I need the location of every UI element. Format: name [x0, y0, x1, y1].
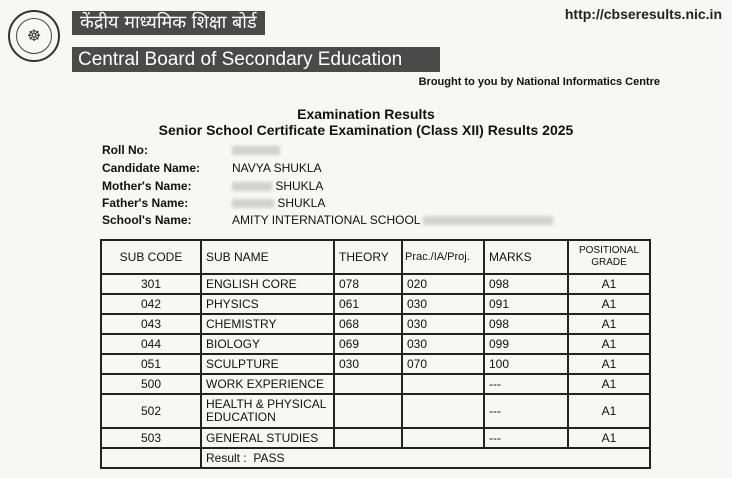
father-label: Father's Name:: [102, 196, 189, 210]
theory-marks: 068: [334, 314, 402, 334]
theory-marks: 069: [334, 334, 402, 354]
redacted-father: [232, 199, 274, 208]
sub-name: PHYSICS: [201, 294, 334, 314]
hindi-title: केंद्रीय माध्यमिक शिक्षा बोर्ड: [72, 11, 265, 35]
prac-marks: [402, 374, 484, 394]
sub-code: 043: [101, 314, 201, 334]
result-row: [101, 448, 650, 468]
header-sub-code: SUB CODE: [101, 240, 201, 274]
sub-name: CHEMISTRY: [201, 314, 334, 334]
sub-code: 301: [101, 274, 201, 294]
positional-grade: A1: [568, 294, 650, 314]
school-text: AMITY INTERNATIONAL SCHOOL: [232, 213, 421, 227]
table-row: [101, 354, 650, 374]
header-prac: Prac./IA/Proj.: [402, 240, 484, 274]
prac-marks: [402, 428, 484, 448]
total-marks: ---: [484, 374, 568, 394]
school-label: School's Name:: [102, 213, 192, 227]
header-marks: MARKS: [484, 240, 568, 274]
positional-grade: A1: [568, 354, 650, 374]
sub-code: 500: [101, 374, 201, 394]
positional-grade: A1: [568, 274, 650, 294]
positional-grade: A1: [568, 428, 650, 448]
prac-marks: 030: [402, 294, 484, 314]
positional-grade: A1: [568, 374, 650, 394]
mother-surname: SHUKLA: [275, 179, 324, 193]
sub-code: 502: [101, 394, 201, 428]
table-header-row: [101, 240, 650, 274]
result-cell: [201, 448, 650, 468]
redacted-school: [423, 216, 553, 225]
sub-code: 051: [101, 354, 201, 374]
total-marks: ---: [484, 394, 568, 428]
total-marks: ---: [484, 428, 568, 448]
father-name: [232, 196, 325, 210]
prac-marks: 070: [402, 354, 484, 374]
total-marks: 098: [484, 274, 568, 294]
mother-name: [232, 179, 323, 193]
sub-name: HEALTH & PHYSICAL EDUCATION: [201, 394, 334, 428]
emblem-icon: ☸: [16, 18, 52, 54]
positional-grade: A1: [568, 314, 650, 334]
theory-marks: [334, 428, 402, 448]
candidate-name: NAVYA SHUKLA: [232, 161, 322, 175]
theory-marks: 061: [334, 294, 402, 314]
exam-subtitle: Senior School Certificate Examination (Class XII) Results 2025: [158, 122, 574, 138]
table-row: [101, 334, 650, 354]
cbse-seal-logo: [8, 10, 60, 62]
sub-name: WORK EXPERIENCE: [201, 374, 334, 394]
sub-code: 044: [101, 334, 201, 354]
table-row: [101, 428, 650, 448]
table-row: [101, 374, 650, 394]
exam-title: Examination Results: [297, 106, 435, 122]
total-marks: 099: [484, 334, 568, 354]
total-marks: 100: [484, 354, 568, 374]
header-theory: THEORY: [334, 240, 402, 274]
prac-marks: 030: [402, 334, 484, 354]
brought-by-text: Brought to you by National Informatics Centre: [418, 76, 660, 88]
candidate-label: Candidate Name:: [102, 161, 201, 175]
sub-code: 042: [101, 294, 201, 314]
sub-code: 503: [101, 428, 201, 448]
father-surname: SHUKLA: [277, 196, 326, 210]
english-title: Central Board of Secondary Education: [72, 47, 440, 72]
result-empty-cell: [101, 448, 201, 468]
header-positional-grade: POSITIONAL GRADE: [568, 240, 650, 274]
sub-name: GENERAL STUDIES: [201, 428, 334, 448]
theory-marks: [334, 374, 402, 394]
result-value: PASS: [253, 451, 285, 465]
site-url: http://cbseresults.nic.in: [564, 6, 722, 22]
positional-grade: A1: [568, 394, 650, 428]
theory-marks: 078: [334, 274, 402, 294]
school-name: [232, 213, 553, 227]
marks-table: [100, 239, 651, 469]
table-row: [101, 314, 650, 334]
table-row: [101, 394, 650, 428]
sub-name: ENGLISH CORE: [201, 274, 334, 294]
table-row: [101, 294, 650, 314]
result-label: Result :: [206, 451, 247, 465]
redacted-mother: [232, 182, 272, 191]
prac-marks: 020: [402, 274, 484, 294]
redacted-roll: [232, 146, 280, 155]
sub-name: SCULPTURE: [201, 354, 334, 374]
theory-marks: 030: [334, 354, 402, 374]
total-marks: 091: [484, 294, 568, 314]
sub-name: BIOLOGY: [201, 334, 334, 354]
total-marks: 098: [484, 314, 568, 334]
header-sub-name: SUB NAME: [201, 240, 334, 274]
roll-value: [232, 143, 280, 157]
theory-marks: [334, 394, 402, 428]
prac-marks: 030: [402, 314, 484, 334]
roll-label: Roll No:: [102, 143, 148, 157]
prac-marks: [402, 394, 484, 428]
positional-grade: A1: [568, 334, 650, 354]
mother-label: Mother's Name:: [102, 179, 192, 193]
table-row: [101, 274, 650, 294]
